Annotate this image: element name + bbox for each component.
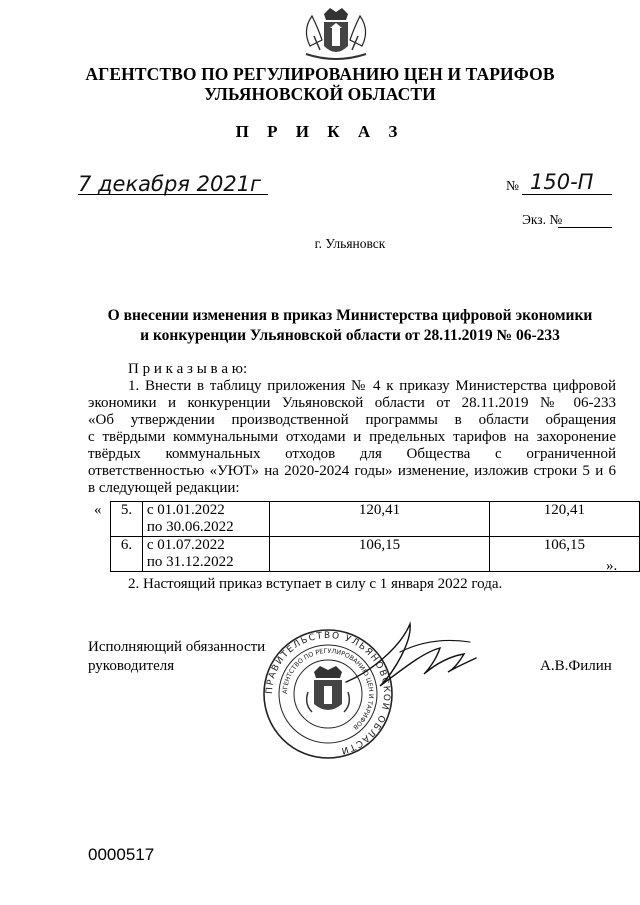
order-number-handwritten: 150-П (530, 170, 594, 194)
order-date-handwritten: 7 декабря 2021г (78, 172, 262, 196)
period-end: по 30.06.2022 (146, 519, 234, 535)
period-end: по 31.12.2022 (146, 554, 234, 570)
table-close-quote: ». (606, 558, 618, 574)
date-underline (78, 194, 268, 195)
orders-word: П р и к а з ы в а ю: (128, 361, 248, 377)
signer-position-line2: руководителя (88, 658, 175, 674)
table-row (111, 502, 640, 537)
copy-number-label: Экз. № (522, 212, 563, 227)
handwritten-signature (340, 612, 480, 692)
row-value-1: 120,41 (270, 502, 490, 537)
table-row (111, 537, 640, 572)
paragraph2: 2. Настоящий приказ вступает в силу с 1 января 2022 года. (128, 576, 503, 592)
subject-line1: О внесении изменения в приказ Министерства цифровой экономики (107, 307, 593, 324)
registration-number: 0000517 (88, 845, 155, 864)
row-period (142, 537, 269, 572)
signer-name: А.В.Филин (540, 658, 612, 674)
number-sign: № (506, 178, 519, 193)
paragraph1-line: с твёрдыми коммунальными отходами и предельных тарифов на захоронение (88, 429, 616, 445)
subject-line2: и конкуренции Ульяновской области от 28.11.2019 № 06-233 (140, 327, 560, 344)
paragraph1-line: ответственностью «УЮТ» на 2020-2024 годы» изменение, изложив строки 5 и 6 (88, 463, 616, 479)
agency-name-line2: УЛЬЯНОВСКОЙ ОБЛАСТИ (204, 84, 436, 104)
row-value-2: 106,15 (489, 537, 639, 572)
table-open-quote: « (94, 502, 102, 518)
paragraph1-line: твёрдых коммунальных отходов для Общества с ограниченной (88, 446, 616, 462)
row-value-1: 106,15 (270, 537, 490, 572)
row-period (142, 502, 269, 537)
paragraph1-line: в следующей редакции: (88, 480, 240, 496)
paragraph1-line: экономики и конкуренции Ульяновской области от 28.11.2019 № 06-233 (88, 395, 616, 411)
period-start: с 01.01.2022 (146, 502, 225, 518)
paragraph1-line: «Об утверждении производственной программы в области обращения (88, 412, 616, 428)
number-underline (522, 194, 612, 195)
coat-of-arms-emblem (296, 6, 376, 66)
agency-name-line1: АГЕНТСТВО ПО РЕГУЛИРОВАНИЮ ЦЕН И ТАРИФОВ (85, 64, 555, 84)
order-title: П Р И К А З (235, 122, 405, 141)
row-number: 5. (111, 502, 143, 537)
tariff-rows-table (110, 501, 640, 572)
stamp-inner-text: АГЕНТСТВО ПО РЕГУЛИРОВАНИЮ ЦЕН И ТАРИФОВ (281, 647, 375, 731)
paragraph1-line: 1. Внести в таблицу приложения № 4 к приказу Министерства цифровой (128, 378, 616, 394)
row-value-2: 120,41 (489, 502, 639, 537)
period-start: с 01.07.2022 (146, 537, 225, 553)
stamp-outer-text: ПРАВИТЕЛЬСТВО УЛЬЯНОВСКОЙ ОБЛАСТИ (264, 630, 392, 756)
row-number: 6. (111, 537, 143, 572)
signer-position-line1: Исполняющий обязанности (88, 639, 266, 655)
signer-position (88, 638, 265, 676)
copy-number-underline (558, 227, 612, 228)
city: г. Ульяновск (314, 236, 386, 251)
